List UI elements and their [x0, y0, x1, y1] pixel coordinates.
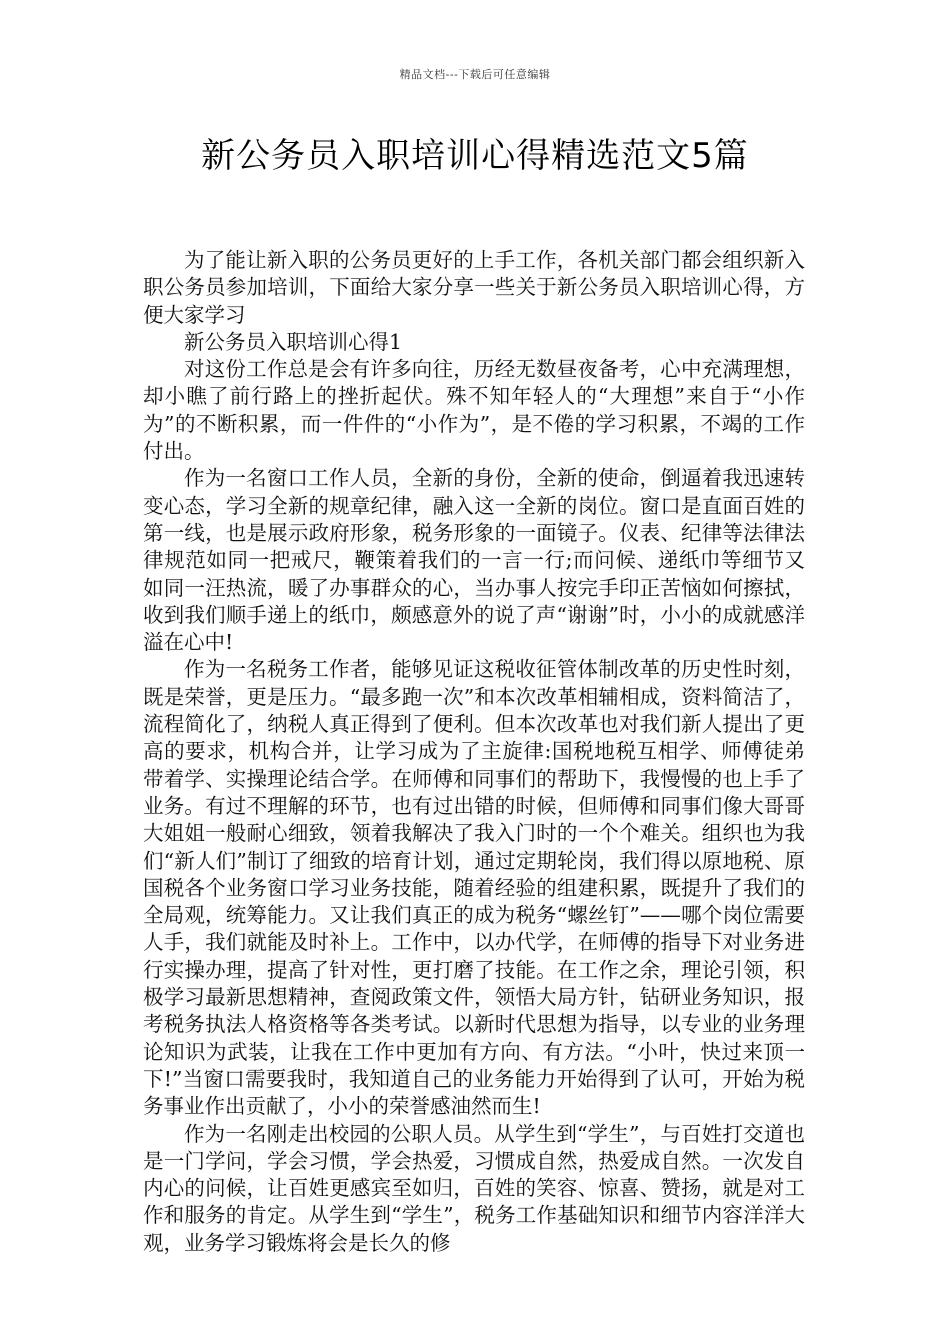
intro-paragraph: 为了能让新入职的公务员更好的上手工作，各机关部门都会组织新入职公务员参加培训，下面给大家分享一些关于新公务员入职培训心得，方便大家学习 — [143, 248, 805, 327]
document-title: 新公务员入职培训心得精选范文5篇 — [201, 136, 749, 176]
body-paragraph: 作为一名刚走出校园的公职人员。从学生到“学生”，与百姓打交道也是一门学问，学会习惯，学会热爱，习惯成自然，热爱成自然。一次发自内心的问候，让百姓更感宾至如归，百姓的笑容、惊喜、赞扬，就是对工作和服务的肯定。从学生到“学生”，税务工作基础知识和细节内容洋洋大观，业务学习锻炼将会是长久的修 — [143, 1121, 805, 1255]
body-paragraph: 作为一名窗口工作人员，全新的身份，全新的使命，倒逼着我迅速转变心态，学习全新的规章纪律，融入这一全新的岗位。窗口是直面百姓的第一线，也是展示政府形象，税务形象的一面镜子。仪表、纪律等法律法律规范如同一把戒尺，鞭策着我们的一言一行;而问候、递纸巾等细节又如同一汪热流，暖了办事群众的心，当办事人按完手印正苦恼如何擦拭，收到我们顺手递上的纸巾，颇感意外的说了声“谢谢”时，小小的成就感洋溢在心中! — [143, 466, 805, 655]
body-paragraph: 作为一名税务工作者，能够见证这税收征管体制改革的历史性时刻，既是荣誉，更是压力。“最多跑一次”和本次改革相辅相成，资料简洁了，流程简化了，纳税人真正得到了便利。但本次改革也对我们新人提出了更高的要求，机构合并，让学习成为了主旋律:国税地税互相学、师傅徒弟带着学、实操理论结合学。在师傅和同事们的帮助下，我慢慢的也上手了业务。有过不理解的环节，也有过出错的时候，但师傅和同事们像大哥哥大姐姐一般耐心细致，领着我解决了我入门时的一个个难关。组织也为我们“新人们”制订了细致的培育计划，通过定期轮岗，我们得以原地税、原国税各个业务窗口学习业务技能，随着经验的组建积累，既提升了我们的全局观，统筹能力。又让我们真正的成为税务“螺丝钉”——哪个岗位需要人手，我们就能及时补上。工作中，以办代学，在师傅的指导下对业务进行实操办理，提高了针对性，更打磨了技能。在工作之余，理论引领，积极学习最新思想精神，查阅政策文件，领悟大局方针，钻研业务知识，报考税务执法人格资格等各类考试。以新时代思想为指导，以专业的业务理论知识为武装，让我在工作中更加有方向、有方法。“小叶，快过来顶一下!”当窗口需要我时，我知道自己的业务能力开始得到了认可，开始为税务事业作出贡献了，小小的荣誉感油然而生! — [143, 657, 805, 1119]
document-body — [143, 247, 805, 1257]
body-paragraph: 对这份工作总是会有许多向往，历经无数昼夜备考，心中充满理想，却小瞧了前行路上的挫折起伏。殊不知年轻人的“大理想”来自于“小作为”的不断积累，而一件件的“小作为”，是不倦的学习积累，不竭的工作付出。 — [143, 357, 805, 464]
header-note: 精品文档---下载后可任意编辑 — [399, 68, 551, 81]
section-heading: 新公务员入职培训心得1 — [184, 329, 403, 354]
